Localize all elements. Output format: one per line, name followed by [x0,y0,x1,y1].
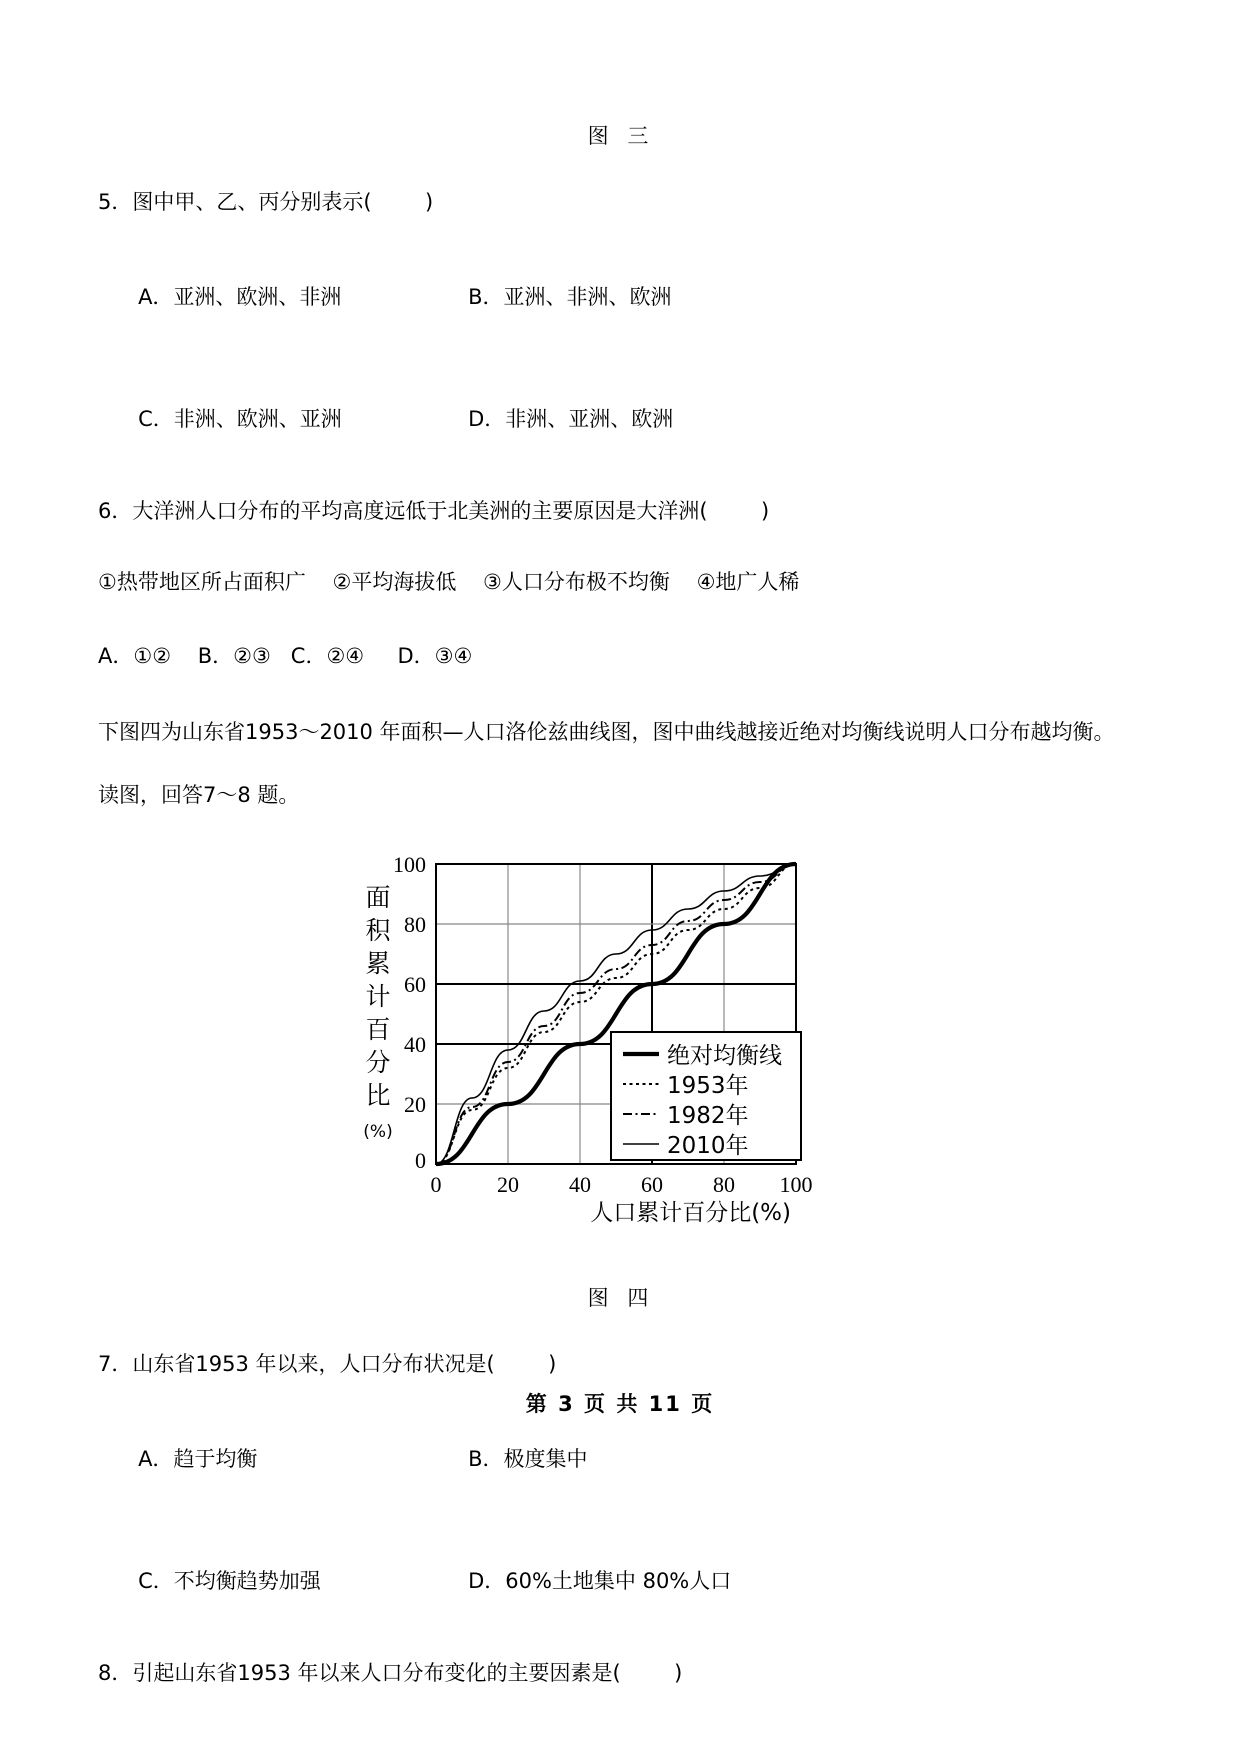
footer-page-number: 3 [558,1392,575,1416]
page-footer [0,1388,1240,1418]
option-key: B． [468,1446,504,1471]
footer-middle: 页 共 [584,1392,640,1416]
question-7-option-c [138,1565,468,1595]
option-text: 非洲、亚洲、欧洲 [505,407,674,431]
origin-label: 0 [415,1147,426,1173]
figure-three-caption: 图 三 [587,124,655,148]
x-tick-label: 20 [497,1171,519,1197]
option-key: D． [468,407,506,431]
question-8-stem: 8．引起山东省1953 年以来人口分布变化的主要因素是( ) [98,1660,683,1685]
option-key: C． [138,1568,174,1593]
y-axis-title-char: 百 [365,1014,391,1044]
page-content [98,120,1144,1728]
question-6-statements: ①热带地区所占面积广 ②平均海拔低 ③人口分布极不均衡 ④地广人稀 [98,570,800,594]
y-tick-label: 80 [404,911,426,937]
footer-prefix: 第 [525,1392,549,1416]
x-axis-title: 人口累计百分比(%) [590,1199,791,1224]
question-7-option-d [468,1569,731,1593]
y-axis-title-char: 积 [365,915,391,945]
option-text: 亚洲、非洲、欧洲 [503,285,672,309]
footer-total-pages: 11 [648,1392,682,1416]
lorenz-curve-chart [98,844,1144,1224]
question-5-options-row-2 [98,379,1144,457]
question-5-option-a [138,281,468,311]
option-key: C． [138,407,174,431]
footer-suffix: 页 [691,1392,715,1416]
y-tick-label: 40 [404,1031,426,1057]
option-text: 非洲、欧洲、亚洲 [173,407,342,431]
legend-label: 2010年 [667,1132,749,1159]
y-tick-label: 60 [404,971,426,997]
question-6-stem: 6．大洋洲人口分布的平均高度远低于北美洲的主要原因是大洋洲( ) [98,499,770,523]
question-5-options-row-1 [98,257,1144,335]
legend-label: 1953年 [667,1072,749,1099]
y-tick-label: 20 [404,1091,426,1117]
chart-legend [611,1032,801,1160]
question-7-option-a [138,1443,468,1473]
question-5-stem: 5．图中甲、乙、丙分别表示( ) [98,190,434,214]
option-text: 不均衡趋势加强 [173,1568,321,1593]
x-tick-label: 100 [779,1171,813,1197]
figure-four-caption: 图 四 [587,1285,655,1310]
x-tick-label: 40 [569,1171,591,1197]
question-6-options: A．①② B．②③ C．②④ D．③④ [98,644,473,668]
question-7-option-b [468,1447,587,1471]
option-text: 极度集中 [503,1446,588,1471]
y-axis-title-unit: (%) [363,1121,393,1142]
question-5-option-c [138,403,468,433]
x-tick-label: 60 [641,1171,663,1197]
question-5-option-d [468,407,673,431]
y-tick-label: 100 [393,851,426,877]
option-key: B． [468,285,504,309]
x-tick-label: 0 [430,1171,442,1197]
lorenz-chart-svg [326,844,886,1224]
figure-four-intro-line-2: 读图，回答7～8 题。 [98,782,300,807]
question-7-stem: 7．山东省1953 年以来，人口分布状况是( ) [98,1351,557,1376]
y-axis-title-char: 面 [365,882,391,912]
question-5-option-b [468,285,671,309]
option-key: A． [138,1446,174,1471]
question-7-options-row-1 [98,1419,1144,1497]
y-axis-title-char: 计 [365,981,391,1011]
x-tick-label: 80 [713,1171,735,1197]
legend-label: 1982年 [667,1102,749,1129]
option-text: 60%土地集中 80%人口 [505,1568,732,1593]
legend-label: 绝对均衡线 [667,1042,782,1069]
y-axis-title-char: 分 [365,1047,391,1077]
option-key: D． [468,1568,506,1593]
question-7-options-row-2 [98,1541,1144,1619]
y-axis-title-char: 比 [365,1080,391,1110]
option-text: 趋于均衡 [173,1446,258,1471]
y-axis-title-char: 累 [365,948,391,978]
option-key: A． [138,285,174,309]
option-text: 亚洲、欧洲、非洲 [173,285,342,309]
figure-four-intro-line-1: 下图四为山东省1953～2010 年面积—人口洛伦兹曲线图，图中曲线越接近绝对均衡线说明人口分布越均衡。 [98,720,1115,744]
